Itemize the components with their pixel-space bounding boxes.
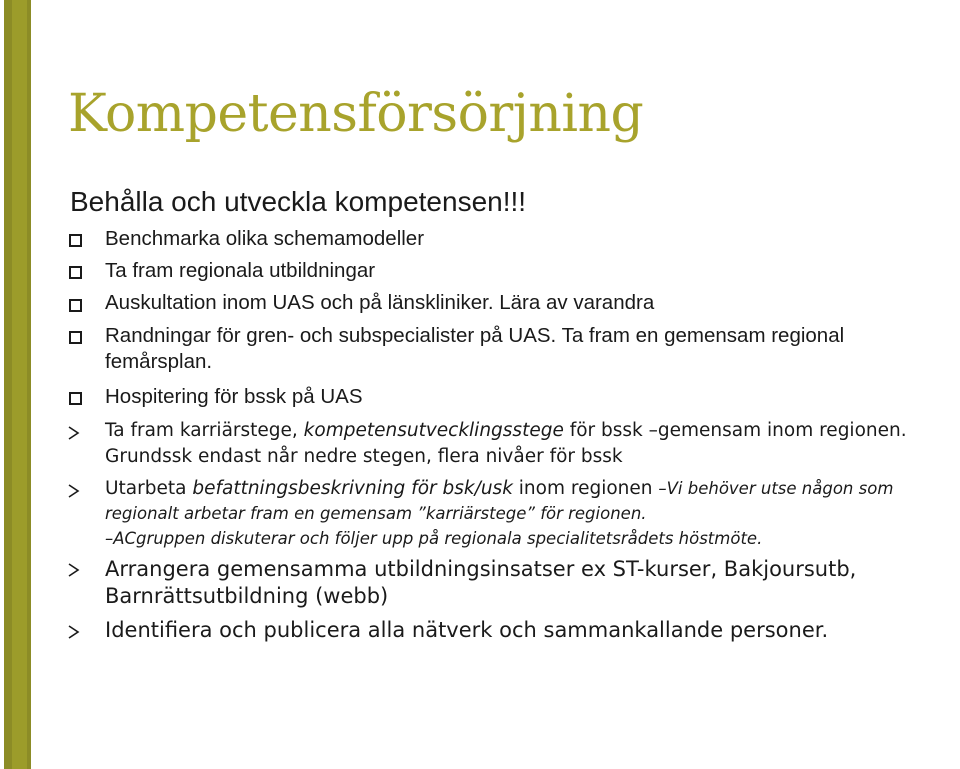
side-bar-stripe bbox=[12, 0, 27, 769]
bullet-item: Arrangera gemensamma utbildningsinsatser ex ST-kurser, Bakjoursutb, Barnrättsutbildning (webb) bbox=[105, 557, 857, 608]
bullet-note: –ACgruppen diskuterar och följer upp på regionala specialitetsrådets höstmöte. bbox=[105, 529, 763, 548]
hollow-square-bullet-icon bbox=[69, 331, 82, 344]
bullet-note: –Vi behöver utse någon som regionalt arbetar fram en gemensam ”karriärstege” för regionen. bbox=[105, 479, 894, 523]
bullet-item bbox=[105, 476, 955, 551]
bullet-italic-text: befattningsbeskrivning för bsk/usk bbox=[192, 478, 513, 499]
hollow-square-bullet-icon bbox=[69, 299, 82, 312]
bullet-item bbox=[105, 418, 955, 470]
bullet-item: Randningar för gren- och subspecialister på UAS. Ta fram en gemensam regional femårsplan. bbox=[105, 324, 845, 373]
chevron-right-bullet-icon bbox=[67, 426, 81, 440]
bullet-item: Identifiera och publicera alla nätverk och sammankallande personer. bbox=[105, 618, 829, 642]
bullet-text: Ta fram karriärstege, bbox=[105, 420, 304, 441]
chevron-right-bullet-icon bbox=[67, 625, 81, 639]
chevron-right-bullet-icon bbox=[67, 563, 81, 577]
bullet-item: Benchmarka olika schemamodeller bbox=[105, 227, 425, 250]
bullet-text: Utarbeta bbox=[105, 478, 193, 499]
hollow-square-bullet-icon bbox=[69, 234, 82, 247]
bullet-item: Ta fram regionala utbildningar bbox=[105, 259, 376, 282]
bullet-text: inom regionen bbox=[512, 478, 659, 499]
slide-subtitle: Behålla och utveckla kompetensen!!! bbox=[70, 186, 527, 217]
chevron-right-bullet-icon bbox=[67, 484, 81, 498]
bullet-text: för bssk –gemensam inom regionen. Grundssk endast når nedre stegen, flera nivåer för bssk bbox=[105, 420, 907, 467]
bullet-item: Hospitering för bssk på UAS bbox=[105, 385, 363, 408]
bullet-item: Auskultation inom UAS och på länskliniker. Lära av varandra bbox=[105, 291, 655, 314]
hollow-square-bullet-icon bbox=[69, 266, 82, 279]
slide-title: Kompetensförsörjning bbox=[68, 84, 644, 144]
bullet-italic-text: kompetensutvecklingsstege bbox=[303, 420, 564, 441]
hollow-square-bullet-icon bbox=[69, 392, 82, 405]
